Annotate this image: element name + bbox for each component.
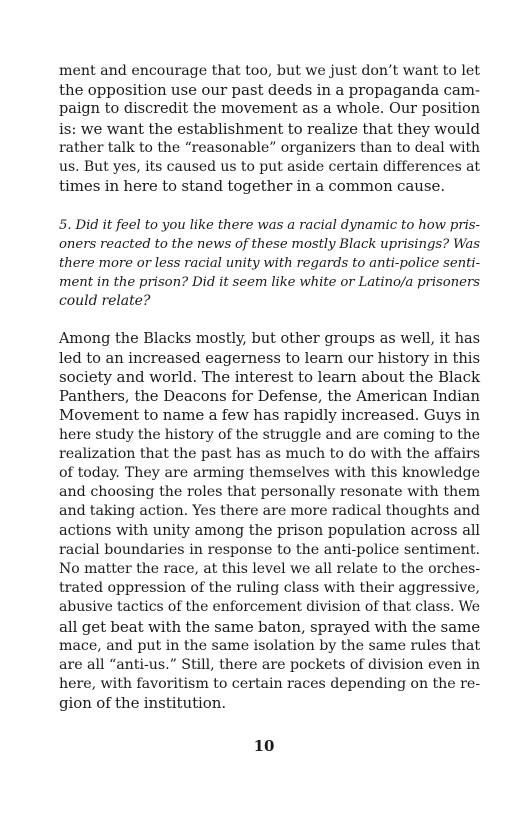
question-line: 5. Did it feel to you like there was a racial dynamic to how pris- (59, 217, 480, 233)
question-line: ment in the prison? Did it seem like white or Latino/a prisoners (59, 274, 480, 290)
question-line: oners reacted to the news of these mostly Black uprisings? Was (59, 236, 480, 252)
text-line: times in here to stand together in a common cause. (59, 177, 446, 196)
page-number: 10 (253, 737, 275, 755)
text-line: ment and encourage that too, but we just don’t want to let (59, 63, 480, 79)
text-line: and choosing the roles that personally resonate with them (59, 484, 480, 501)
text-line: Movement to name a few has rapidly increased. Guys in (59, 406, 480, 425)
question-line: could relate? (59, 292, 151, 309)
text-line: actions with unity among the prison population across all (59, 522, 480, 539)
text-line: us. But yes, its caused us to put aside certain differences at (59, 158, 480, 175)
text-line: paign to discredit the movement as a whole. Our position (59, 101, 480, 118)
text-line: rather talk to the “reasonable” organizers than to deal with (59, 139, 480, 156)
body-paragraph (59, 62, 480, 196)
text-line: trated oppression of the ruling class with their aggressive, (59, 580, 480, 597)
text-line: mace, and put in the same isolation by the same rules that (59, 637, 480, 654)
text-line: the opposition use our past deeds in a propaganda cam- (59, 81, 480, 100)
text-line: is: we want the establishment to realize that they would (59, 119, 480, 138)
question-line: there more or less racial unity with regards to anti-police senti- (59, 255, 480, 271)
text-line: abusive tactics of the enforcement division of that class. We (59, 599, 480, 616)
text-line: society and world. The interest to learn about the Black (59, 368, 480, 387)
text-line: all get beat with the same baton, sprayed with the same (59, 617, 481, 636)
text-line: and taking action. Yes there are more radical thoughts and (59, 503, 480, 520)
text-line: No matter the race, at this level we all relate to the orches- (59, 560, 480, 577)
text-line: gion of the institution. (59, 694, 227, 713)
text-line: racial boundaries in response to the anti-police sentiment. (59, 541, 480, 558)
text-line: Panthers, the Deacons for Defense, the American Indian (59, 388, 480, 406)
page-body (59, 62, 480, 713)
text-line: led to an increased eagerness to learn our history in this (59, 349, 480, 367)
text-line: of today. They are arming themselves with this knowledge (59, 465, 480, 481)
text-line: here, with favoritism to certain races depending on the re- (59, 676, 480, 693)
answer-paragraph (59, 330, 480, 714)
text-line: here study the history of the struggle and are coming to the (59, 426, 480, 443)
text-line: Among the Blacks mostly, but other groups as well, it has (59, 330, 480, 347)
interview-question (59, 216, 480, 311)
text-line: are all “anti-us.” Still, there are pockets of division even in (59, 656, 480, 673)
text-line: realization that the past has as much to do with the affairs (59, 445, 480, 462)
